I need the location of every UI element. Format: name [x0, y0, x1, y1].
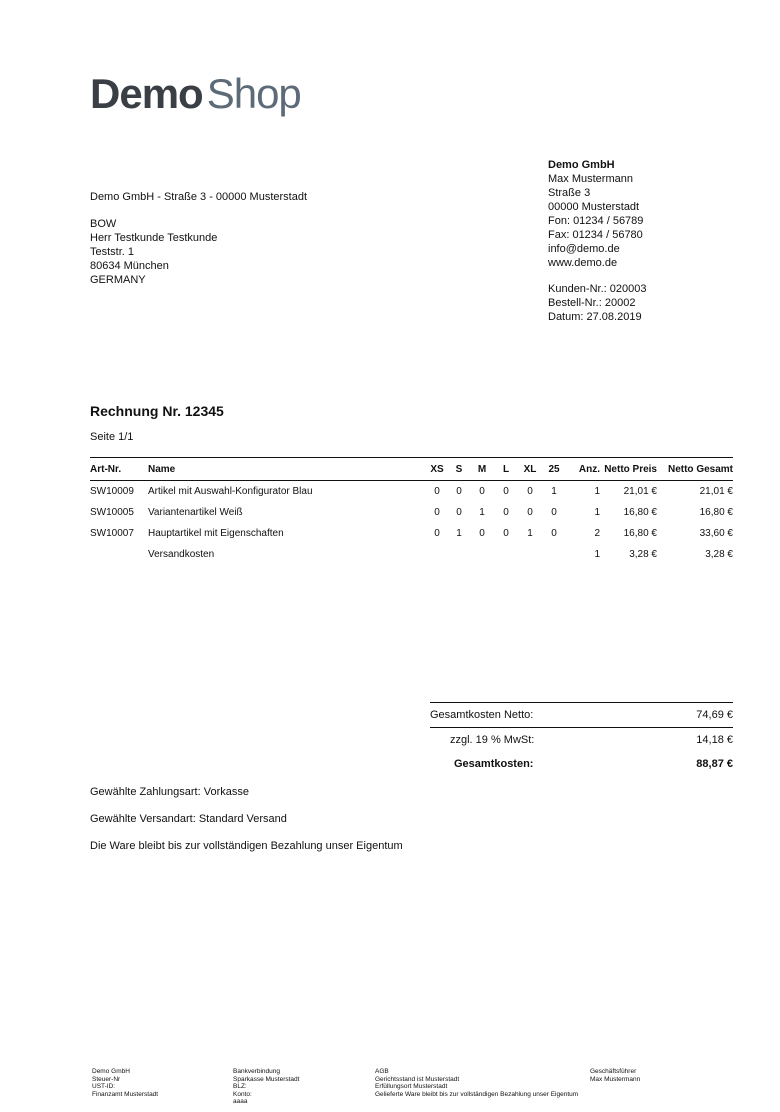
- cell-net-total: 3,28 €: [705, 549, 733, 560]
- table-row: [90, 502, 733, 523]
- company-fax: Fax: 01234 / 56780: [548, 229, 643, 241]
- footer-line: UST-ID:: [92, 1083, 116, 1090]
- header-size-xl: XL: [518, 458, 542, 481]
- cell-net-total: 21,01 €: [699, 486, 733, 497]
- footer-line: BLZ:: [233, 1083, 247, 1090]
- tax-label: zzgl. 19 % MwSt:: [450, 734, 535, 746]
- net-total-label: Gesamtkosten Netto:: [430, 709, 534, 721]
- cell-size: 0: [456, 507, 462, 518]
- table-row-shipping: [90, 544, 733, 565]
- net-total-row: [430, 702, 733, 728]
- company-website: www.demo.de: [548, 257, 618, 269]
- footer-line: Sparkasse Musterstadt: [233, 1075, 300, 1083]
- header-size-m: M: [470, 458, 494, 481]
- recipient-address: [90, 217, 217, 287]
- company-name: Demo GmbH: [548, 159, 615, 171]
- logo-part-shop: Shop: [206, 70, 301, 117]
- recipient-line: Teststr. 1: [90, 246, 135, 258]
- cell-name: Versandkosten: [148, 549, 215, 560]
- footer-line: Max Mustermann: [590, 1075, 641, 1083]
- line-items-table: [90, 457, 733, 565]
- footer-bank: [233, 1068, 299, 1106]
- footer-line: aaaa: [233, 1098, 248, 1105]
- header-name: Name: [148, 458, 426, 481]
- cell-size: 1: [551, 486, 557, 497]
- grand-total-row: [430, 752, 733, 776]
- invoice-notes: [90, 786, 403, 867]
- cell-size: [494, 544, 518, 565]
- cell-quantity: 1: [594, 549, 600, 560]
- cell-art-nr: SW10009: [90, 486, 134, 497]
- recipient-line: BOW: [90, 218, 117, 230]
- footer-line: Demo GmbH: [92, 1068, 130, 1075]
- cell-net-price: 21,01 €: [623, 486, 657, 497]
- cell-name: Hauptartikel mit Eigenschaften: [148, 528, 284, 539]
- header-size-l: L: [494, 458, 518, 481]
- cell-name: Variantenartikel Weiß: [148, 507, 243, 518]
- order-number: Bestell-Nr.: 20002: [548, 297, 636, 309]
- totals-block: [430, 702, 733, 776]
- cell-art-nr: [90, 544, 148, 565]
- recipient-line: GERMANY: [90, 274, 146, 286]
- cell-art-nr: SW10007: [90, 528, 134, 539]
- cell-size: 0: [503, 528, 509, 539]
- company-line: Max Mustermann: [548, 173, 633, 185]
- footer-line: Finanzamt Musterstadt: [92, 1090, 159, 1098]
- header-art-nr: Art-Nr.: [90, 458, 148, 481]
- ownership-note: Die Ware bleibt bis zur vollständigen Bezahlung unser Eigentum: [90, 840, 403, 852]
- footer-line: Gelieferte Ware bleibt bis zur vollständigen Bezahlung unser Eigentum: [375, 1090, 579, 1098]
- company-line: Straße 3: [548, 187, 591, 199]
- company-email: info@demo.de: [548, 243, 620, 255]
- cell-size: 0: [551, 528, 557, 539]
- recipient-line: 80634 München: [90, 260, 169, 272]
- table-header-row: [90, 458, 733, 481]
- tax-value: 14,18 €: [696, 734, 733, 746]
- cell-size: 0: [551, 507, 557, 518]
- cell-size: 0: [434, 528, 440, 539]
- cell-size: [426, 544, 448, 565]
- footer-line: Bankverbindung: [233, 1068, 280, 1075]
- header-net-total: Netto Gesamt: [657, 458, 733, 481]
- cell-quantity: 1: [594, 486, 600, 497]
- tax-row: [430, 728, 733, 752]
- shop-logo: [90, 68, 301, 120]
- logo-part-demo: Demo: [90, 70, 203, 117]
- footer-line: Geschäftsführer: [590, 1068, 637, 1075]
- cell-size: 0: [434, 507, 440, 518]
- company-info: [548, 158, 643, 270]
- footer-management: [590, 1068, 640, 1083]
- table-row: [90, 481, 733, 503]
- cell-net-price: 3,28 €: [629, 549, 657, 560]
- invoice-title: Rechnung Nr. 12345: [90, 403, 224, 419]
- cell-art-nr: SW10005: [90, 507, 134, 518]
- cell-name: Artikel mit Auswahl-Konfigurator Blau: [148, 486, 313, 497]
- footer-line: Steuer-Nr: [92, 1075, 121, 1083]
- company-phone: Fon: 01234 / 56789: [548, 215, 644, 227]
- cell-net-total: 16,80 €: [699, 507, 733, 518]
- cell-net-total: 33,60 €: [699, 528, 733, 539]
- recipient-line: Herr Testkunde Testkunde: [90, 232, 218, 244]
- company-line: 00000 Musterstadt: [548, 201, 640, 213]
- line-items: [90, 457, 733, 565]
- payment-method-note: Gewählte Zahlungsart: Vorkasse: [90, 786, 249, 798]
- footer-company: [92, 1068, 158, 1098]
- footer-line: Gerichtsstand ist Musterstadt: [375, 1075, 460, 1083]
- footer-line: Konto:: [233, 1090, 252, 1098]
- footer-terms: [375, 1068, 578, 1098]
- header-size-25: 25: [542, 458, 566, 481]
- cell-size: 0: [503, 486, 509, 497]
- cell-size: [448, 544, 470, 565]
- cell-size: [542, 544, 566, 565]
- cell-size: 0: [479, 528, 485, 539]
- customer-number: Kunden-Nr.: 020003: [548, 283, 647, 295]
- cell-size: 1: [456, 528, 462, 539]
- cell-size: [518, 544, 542, 565]
- cell-net-price: 16,80 €: [623, 528, 657, 539]
- header-quantity: Anz.: [566, 458, 600, 481]
- cell-size: 0: [434, 486, 440, 497]
- table-row: [90, 523, 733, 544]
- invoice-date: Datum: 27.08.2019: [548, 311, 642, 323]
- shipping-method-note: Gewählte Versandart: Standard Versand: [90, 813, 287, 825]
- cell-quantity: 1: [594, 507, 600, 518]
- grand-total-value: 88,87 €: [696, 758, 733, 770]
- cell-net-price: 16,80 €: [623, 507, 657, 518]
- cell-size: 0: [503, 507, 509, 518]
- header-size-s: S: [448, 458, 470, 481]
- invoice-meta: [548, 282, 646, 324]
- cell-size: 0: [479, 486, 485, 497]
- cell-size: 0: [527, 507, 533, 518]
- cell-size: [470, 544, 494, 565]
- sender-line: Demo GmbH - Straße 3 - 00000 Musterstadt: [90, 191, 308, 203]
- footer-line: AGB: [375, 1068, 389, 1075]
- header-size-xs: XS: [426, 458, 448, 481]
- cell-size: 0: [456, 486, 462, 497]
- cell-size: 1: [527, 528, 533, 539]
- header-net-price: Netto Preis: [600, 458, 657, 481]
- grand-total-label: Gesamtkosten:: [454, 758, 534, 770]
- page-indicator: Seite 1/1: [90, 431, 134, 443]
- footer-line: Erfüllungsort Musterstadt: [375, 1083, 448, 1090]
- cell-size: 1: [479, 507, 485, 518]
- net-total-value: 74,69 €: [696, 709, 733, 721]
- cell-quantity: 2: [594, 528, 600, 539]
- cell-size: 0: [527, 486, 533, 497]
